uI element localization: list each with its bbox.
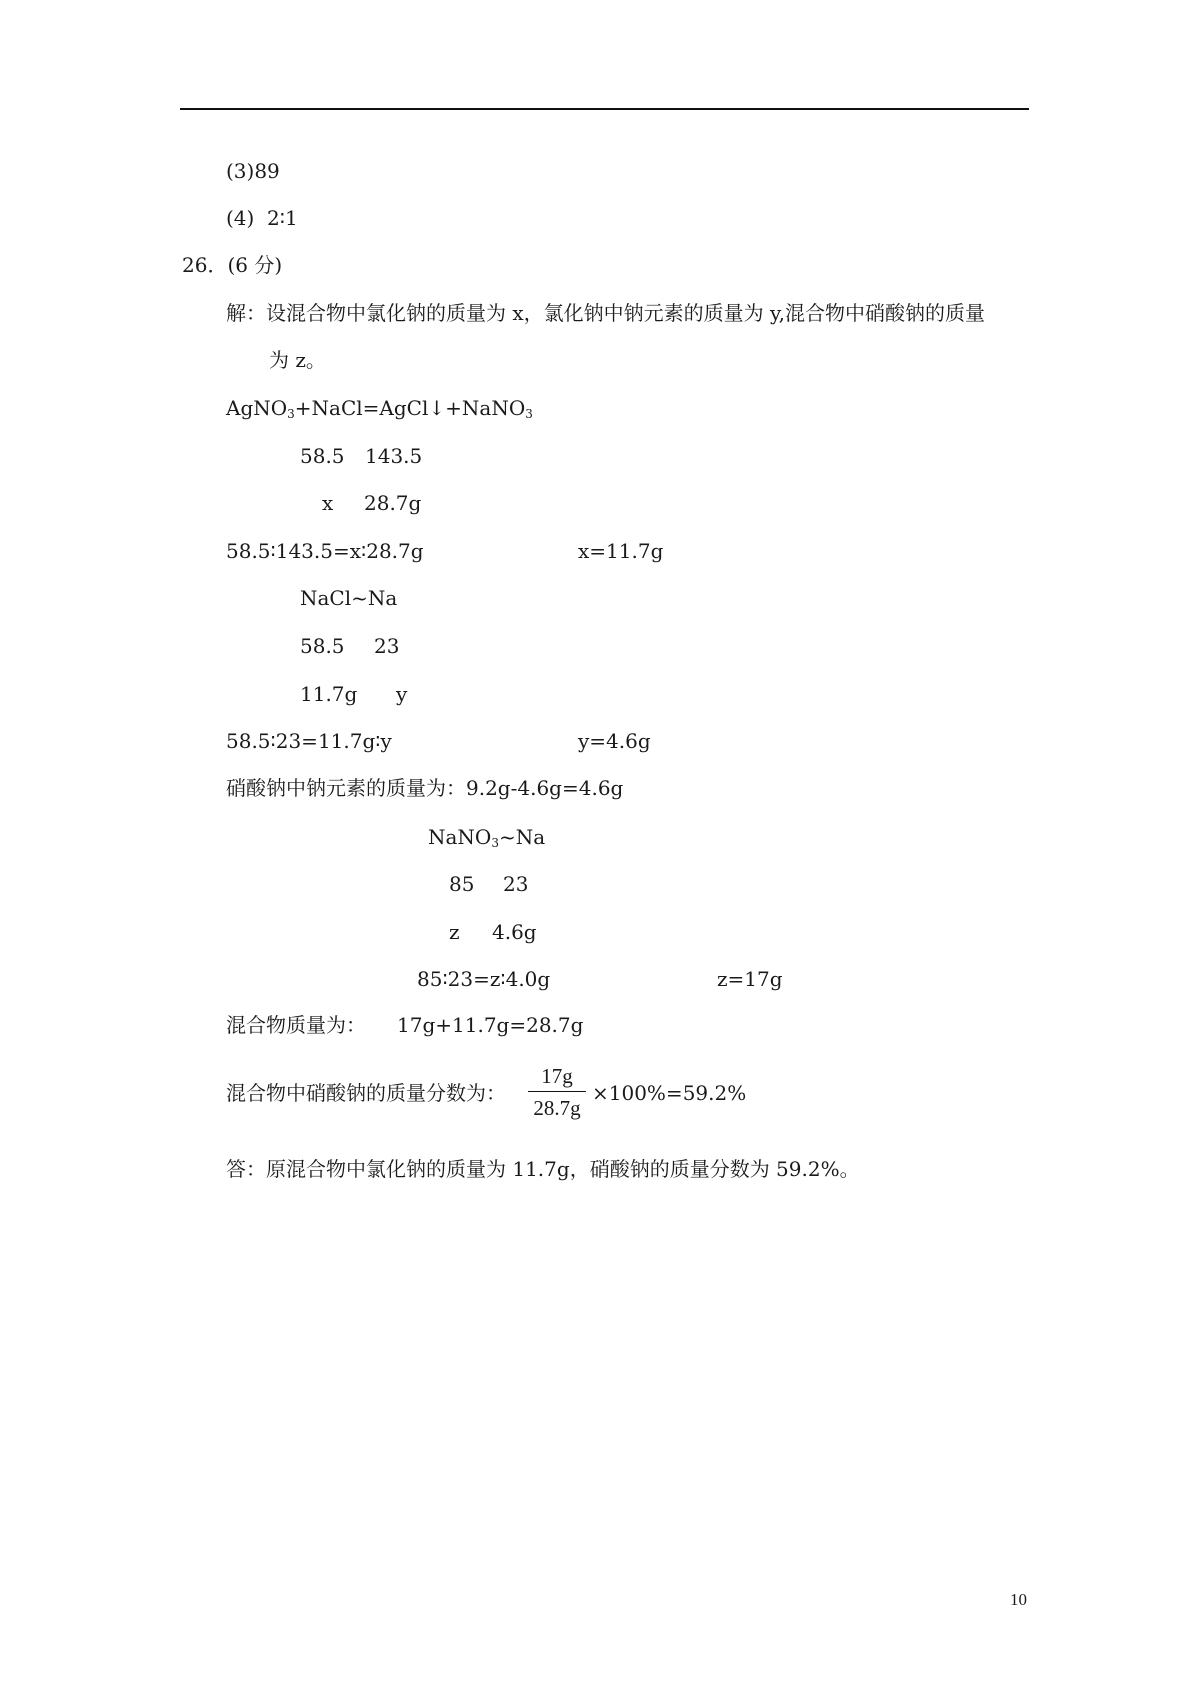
rel2-mass-nacl: 58.5 — [300, 634, 345, 658]
solution-intro-line2: 为 z。 — [269, 348, 326, 372]
rel3-value-nano3: z — [449, 920, 460, 944]
eq1-value-nacl: x — [322, 491, 334, 515]
relation3 — [428, 825, 545, 849]
fraction-denominator: 28.7g — [533, 1096, 581, 1120]
equation-subscript-a: 3 — [287, 407, 295, 421]
eq1-mass-nacl: 58.5 — [300, 444, 345, 468]
ratio1-result: x=11.7g — [578, 539, 664, 563]
eq1-mass-agcl: 143.5 — [365, 444, 423, 468]
sodium-in-nitrate: 硝酸钠中钠元素的质量为：9.2g-4.6g=4.6g — [226, 776, 624, 800]
rel2-value-nacl: 11.7g — [300, 682, 358, 706]
ratio3-expression: 85∶23=z∶4.0g — [417, 967, 551, 991]
final-answer: 答：原混合物中氯化钠的质量为 11.7g，硝酸钠的质量分数为 59.2%。 — [226, 1157, 860, 1181]
mixture-mass-label: 混合物质量为： — [226, 1013, 366, 1037]
relation2: NaCl~Na — [300, 586, 398, 610]
answer-q3: (3)89 — [226, 159, 280, 183]
relation3-subscript: 3 — [491, 836, 499, 850]
rel2-mass-na: 23 — [374, 634, 400, 658]
ratio2-result: y=4.6g — [578, 729, 651, 753]
relation3-part-a: NaNO — [428, 825, 492, 849]
equation-part-a: AgNO — [226, 396, 288, 420]
rel3-mass-nano3: 85 — [449, 872, 475, 896]
rel2-value-na: y — [396, 682, 408, 706]
mass-fraction-label: 混合物中硝酸钠的质量分数为： — [226, 1081, 506, 1105]
ratio2-expression: 58.5∶23=11.7g∶y — [226, 729, 392, 753]
question-number: 26．(6 分) — [182, 253, 283, 277]
equation-part-b: +NaCl=AgCl↓+NaNO — [294, 396, 526, 420]
ratio3-result: z=17g — [717, 967, 783, 991]
mass-fraction — [528, 1064, 586, 1120]
ratio1-expression: 58.5∶143.5=x∶28.7g — [226, 539, 424, 563]
mixture-mass-value: 17g+11.7g=28.7g — [397, 1013, 584, 1037]
mass-fraction-tail: ×100%=59.2% — [592, 1081, 747, 1105]
solution-intro-line1: 解：设混合物中氯化钠的质量为 x，氯化钠中钠元素的质量为 y,混合物中硝酸钠的质量 — [226, 301, 985, 325]
fraction-numerator: 17g — [541, 1064, 573, 1088]
rel3-mass-na: 23 — [503, 872, 529, 896]
page-number: 10 — [1010, 1590, 1027, 1609]
relation3-part-b: ~Na — [498, 825, 546, 849]
rel3-value-na: 4.6g — [492, 920, 537, 944]
equation-subscript-b: 3 — [525, 407, 533, 421]
header-rule — [180, 108, 1029, 110]
eq1-value-agcl: 28.7g — [364, 491, 422, 515]
answer-q4: (4) 2∶1 — [226, 206, 298, 230]
chemical-equation — [226, 396, 533, 420]
